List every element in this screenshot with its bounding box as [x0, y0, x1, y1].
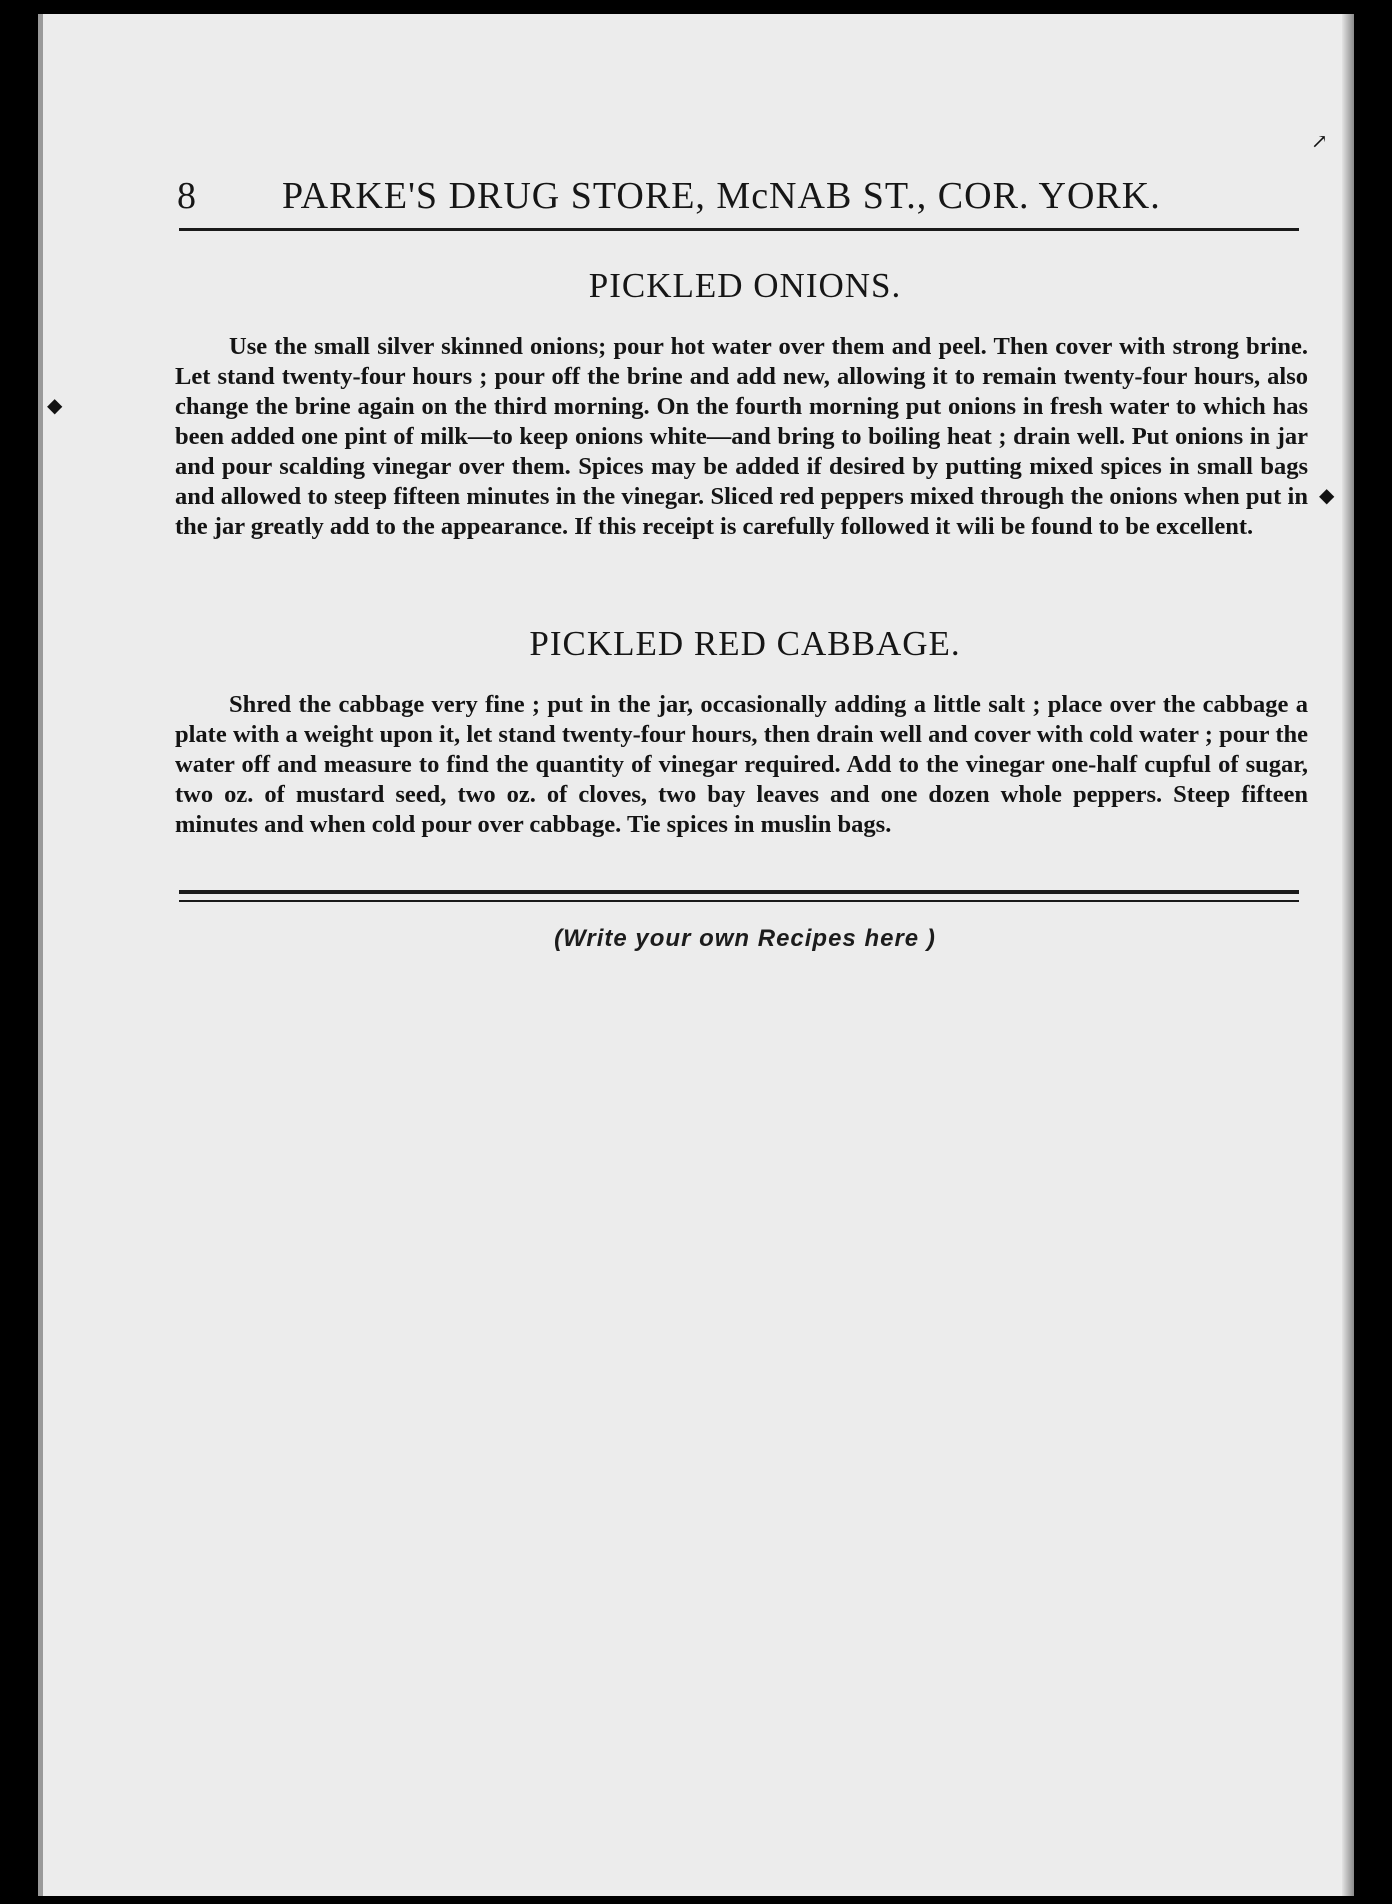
recipe-title-pickled-onions: PICKLED ONIONS. — [588, 266, 902, 305]
double-rule-top — [179, 890, 1299, 894]
recipe-text-pickled-onions: Use the small silver skinned onions; pour hot water over them and peel. Then cover with strong brine. Let stand twenty-four hours ; pour off the brine and add new, allowing it to remain twenty-four hours, also change the brine again on the third morning. On the fourth morning put onions in fresh water to which has been added one pint of milk—to keep onions white—and bring to boiling heat ; drain well. Put onions in jar and pour scalding vinegar over them. Spices may be added if desired by putting mixed spices in small bags and allowed to steep fifteen minutes in the vinegar. Sliced red peppers mixed through the onions when put in the jar greatly add to the appearance. If this receipt is carefully followed it wili be found to be excellent. — [175, 333, 1308, 540]
running-header — [177, 174, 1259, 222]
recipe-text-pickled-red-cabbage: Shred the cabbage very fine ; put in the jar, occasionally adding a little salt ; place over the cabbage a plate with a weight upon it, let stand twenty-four hours, then drain well and cover with cold water ; pour the water off and measure to find the quantity of vinegar required. Add to the vinegar one-half cupful of sugar, two oz. of mustard seed, two oz. of cloves, two bay leaves and one dozen whole peppers. Steep fifteen minutes and when cold pour over cabbage. Tie spices in muslin bags. — [175, 691, 1308, 838]
margin-diamond-mark: ◆ — [47, 395, 63, 417]
header-rule — [179, 228, 1299, 231]
book-page — [38, 14, 1354, 1896]
store-address-heading: PARKE'S DRUG STORE, McNAB ST., COR. YORK. — [282, 175, 1161, 217]
margin-diamond-mark: ◆ — [1319, 485, 1335, 507]
page-number: 8 — [177, 175, 197, 217]
double-rule-bottom — [179, 900, 1299, 902]
recipe-title-pickled-red-cabbage: PICKLED RED CABBAGE. — [529, 624, 961, 663]
write-your-own-recipes-note: (Write your own Recipes here ) — [554, 925, 936, 952]
margin-arrow-mark: ↗ — [1311, 131, 1328, 153]
